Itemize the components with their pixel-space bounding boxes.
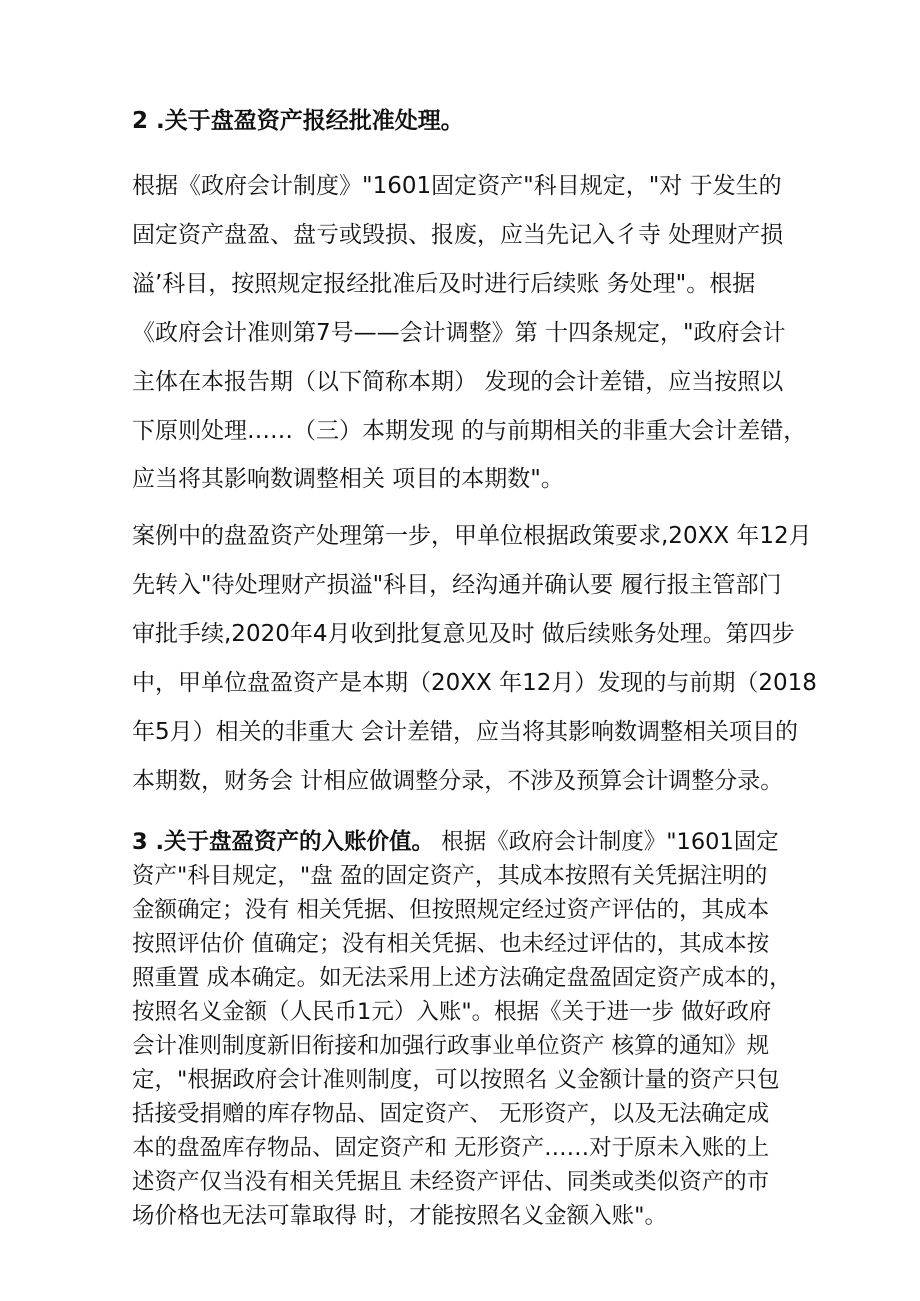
paragraph-line: 下原则处理……（三）本期发现 的与前期相关的非重大会计差错， [132,418,807,444]
paragraph-line: 述资产仅当没有相关凭据且 未经资产评估、同类或类似资产的市 [132,1169,770,1195]
paragraph-line: 金额确定；没有 相关凭据、但按照规定经过资产评估的，其成本 [132,897,770,923]
paragraph-line: 根据《政府会计制度》"1601固定资产"科目规定，"对 于发生的 [132,173,782,199]
paragraph-line: 本的盘盈库存物品、固定资产和 无形资产……对于原未入账的上 [132,1135,770,1161]
paragraph-line: 《政府会计准则第7号——会计调整》第 十四条规定，"政府会计 [132,320,786,346]
paragraph-line: 本期数，财务会 计相应做调整分录，不涉及预算会计调整分录。 [132,768,784,794]
paragraph-line: 按照评估价 值确定；没有相关凭据、也未经过评估的，其成本按 [132,931,770,957]
paragraph-line: 年5月）相关的非重大 会计差错，应当将其影响数调整相关项目的 [132,719,798,745]
paragraph-line: 先转入"待处理财产损溢"科目，经沟通并确认要 履行报主管部门 [132,572,782,598]
paragraph-line: 场价格也无法可靠取得 时，才能按照名义金额入账"。 [132,1203,668,1229]
paragraph-line: 照重置 成本确定。如无法采用上述方法确定盘盈固定资产成本的， [132,965,792,991]
paragraph-line: 溢’科目，按照规定报经批准后及时进行后续账 务处理"。根据 [132,271,756,297]
section-3-first-line-text: 根据《政府会计制度》"1601固定 [434,829,779,855]
paragraph-line: 中，甲单位盘盈资产是本期（20XX 年12月）发现的与前期（2018 [132,670,817,696]
section-3-first-line [132,827,779,857]
paragraph-line: 括接受捐赠的库存物品、固定资产、 无形资产，以及无法确定成 [132,1101,770,1127]
paragraph-line: 审批手续,2020年4月收到批复意见及时 做后续账务处理。第四步 [132,621,795,647]
section-3-heading: 3 .关于盘盈资产的入账价值。 [132,829,435,855]
paragraph-line: 应当将其影响数调整相关 项目的本期数"。 [132,466,564,492]
paragraph-line: 资产"科目规定，"盘 盈的固定资产，其成本按照有关凭据注明的 [132,863,768,889]
section-2-heading: 2 .关于盘盈资产报经批准处理。 [132,108,464,134]
paragraph-line: 案例中的盘盈资产处理第一步，甲单位根据政策要求,20XX 年12月 [132,523,812,549]
paragraph-line: 按照名义金额（人民币1元）入账"。根据《关于进一步 做好政府 [132,999,772,1025]
paragraph-line: 会计准则制度新旧衔接和加强行政事业单位资产 核算的通知》规 [132,1033,770,1059]
paragraph-line: 固定资产盘盈、盘亏或毁损、报废，应当先记入彳寺 处理财产损 [132,222,784,248]
paragraph-line: 定，"根据政府会计准则制度，可以按照名 义金额计量的资产只包 [132,1067,780,1093]
paragraph-line: 主体在本报告期（以下简称本期） 发现的会计差错，应当按照以 [132,369,784,395]
